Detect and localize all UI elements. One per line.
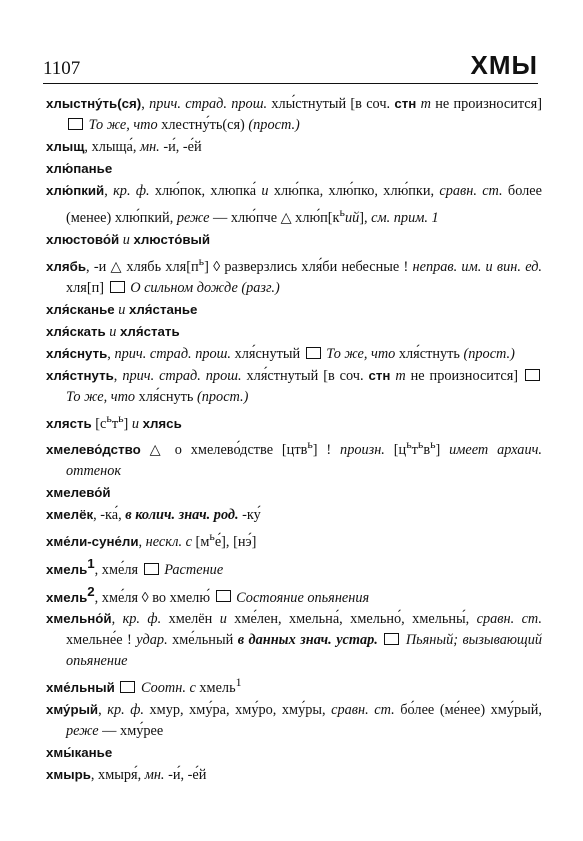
headword: хлыщ: [46, 139, 85, 154]
headword: хму́рый: [46, 702, 99, 718]
running-head: ХМЫ: [470, 50, 538, 80]
headword: хмель: [46, 589, 88, 605]
definition-box-icon: [216, 590, 231, 602]
dictionary-entry: [46, 482, 542, 504]
headword: хлю́панье: [46, 161, 113, 176]
headword: хля́скать: [46, 323, 106, 339]
headword: хмелево́й: [46, 485, 111, 501]
dictionary-entry: [46, 742, 542, 764]
headword-variant: хлясь: [142, 415, 182, 431]
page-number: 1107: [43, 58, 81, 79]
dictionary-entry: хмель$^1$, хме́ля Растение: [46, 555, 224, 578]
headword-variant: хлюсто́вый: [133, 231, 211, 247]
definition-box-icon: [144, 563, 159, 575]
dictionary-entry: хмельно́й, кр. ф. хмелён и хме́лен, хмельна́, хмельно́, хмельны́, сравн. ст. хмельне́е ! удар. хме́льный в данных знач. устар. Пьяный; вызывающий опьянение: [46, 611, 543, 670]
headword: хмы́канье: [46, 745, 113, 761]
headword: хмель: [46, 561, 88, 577]
headword: хме́льный: [46, 680, 115, 696]
dictionary-entry: [46, 158, 542, 180]
dictionary-entry: хля́снуть, прич. страд. прош. хля́снутый То же, что хля́стнуть (прост.): [46, 345, 515, 362]
definition-box-icon: [384, 633, 399, 645]
dictionary-entry: хля́стнуть, прич. страд. прош. хля́стнутый [в соч. стн т не произносится] То же, что хля́снуть (прост.): [46, 365, 542, 408]
definition-box-icon: [306, 347, 321, 359]
definition-box-icon: [120, 681, 135, 693]
dictionary-entry: хлыстну́ть(ся), прич. страд. прош. хлы́стнутый [в соч. стн т не произносится] То же, что хлестну́ть(ся) (прост.): [46, 96, 542, 133]
dictionary-entry: хлыщ, хлыща́, мн. -и́, -е́й: [46, 139, 202, 155]
headword: хля́стнуть: [46, 367, 114, 383]
dictionary-entry: хлюстово́й и хлюсто́вый: [46, 231, 211, 248]
dictionary-entry: хму́рый, кр. ф. хмур, хму́ра, хму́ро, хму́ры, сравн. ст. бо́лее (ме́нее) хму́рый, реже — хму́рее: [46, 702, 542, 740]
headword: хлю́пкий: [46, 183, 105, 198]
dictionary-entry: хме́ли-суне́ли, нескл. с $[м^ье́]$, [нэ́]: [46, 529, 257, 550]
headword: хля́сканье: [46, 301, 115, 317]
dictionary-entry: хмель$^2$, хме́ля ◊ во хмелю́ Состояние опьянения: [46, 583, 370, 606]
page-header: [43, 38, 538, 78]
definition-box-icon: [110, 281, 125, 293]
headword: хмельно́й: [46, 611, 112, 627]
headword-variant: хля́стать: [120, 323, 180, 339]
dictionary-entry: хмелёк, -ка́, в колич. знач. род. -ку́: [46, 507, 261, 524]
dictionary-entry: хлясть $[с^ьт^ь]$ и хлясь: [46, 410, 182, 432]
definition-box-icon: [525, 369, 540, 381]
dictionary-entry: хмырь, хмыря́, мн. -и́, -е́й: [46, 767, 207, 784]
dictionary-entry: хля́сканье и хля́станье: [46, 301, 198, 318]
definition-box-icon: [68, 118, 83, 130]
headword: хлясть: [46, 415, 92, 431]
headword: хмелёк: [46, 507, 94, 523]
header-rule: [43, 83, 538, 84]
dictionary-entries: [46, 93, 542, 786]
headword: хме́ли-суне́ли: [46, 533, 139, 549]
headword: хмелево́дство: [46, 442, 141, 458]
dictionary-entry: хмелево́дство △ о хмелево́дстве [цтв$^ь$] ! произн. $[ц^ьт^ьв^ь]$ имеет архаич. оттенок: [46, 437, 542, 480]
dictionary-entry: хлябь, -и △ хлябь $хля[п^ь]$ ◊ разверзлись хля́би небесные ! неправ. им. и вин. ед. хля[п] О сильном дожде (разг.): [46, 253, 543, 296]
headword: хмырь: [46, 767, 91, 783]
headword: хлюстово́й: [46, 231, 120, 247]
headword-variant: хля́станье: [128, 301, 198, 317]
dictionary-entry: хля́скать и хля́стать: [46, 323, 180, 340]
dictionary-entry: хме́льный Соотн. с хмель$^1$: [46, 675, 242, 697]
headword: хлябь: [46, 258, 86, 274]
headword: хля́снуть: [46, 345, 108, 361]
dictionary-entry: хлю́пкий, кр. ф. хлю́пок, хлюпка́ и хлю́пка, хлю́пко, хлю́пки, сравн. ст. более (менее) хлю́пкий, реже — хлю́пче △ $хлю́п[к^ьий]$, см. прим. 1: [46, 183, 542, 226]
headword: хлыстну́ть(ся): [46, 96, 142, 111]
